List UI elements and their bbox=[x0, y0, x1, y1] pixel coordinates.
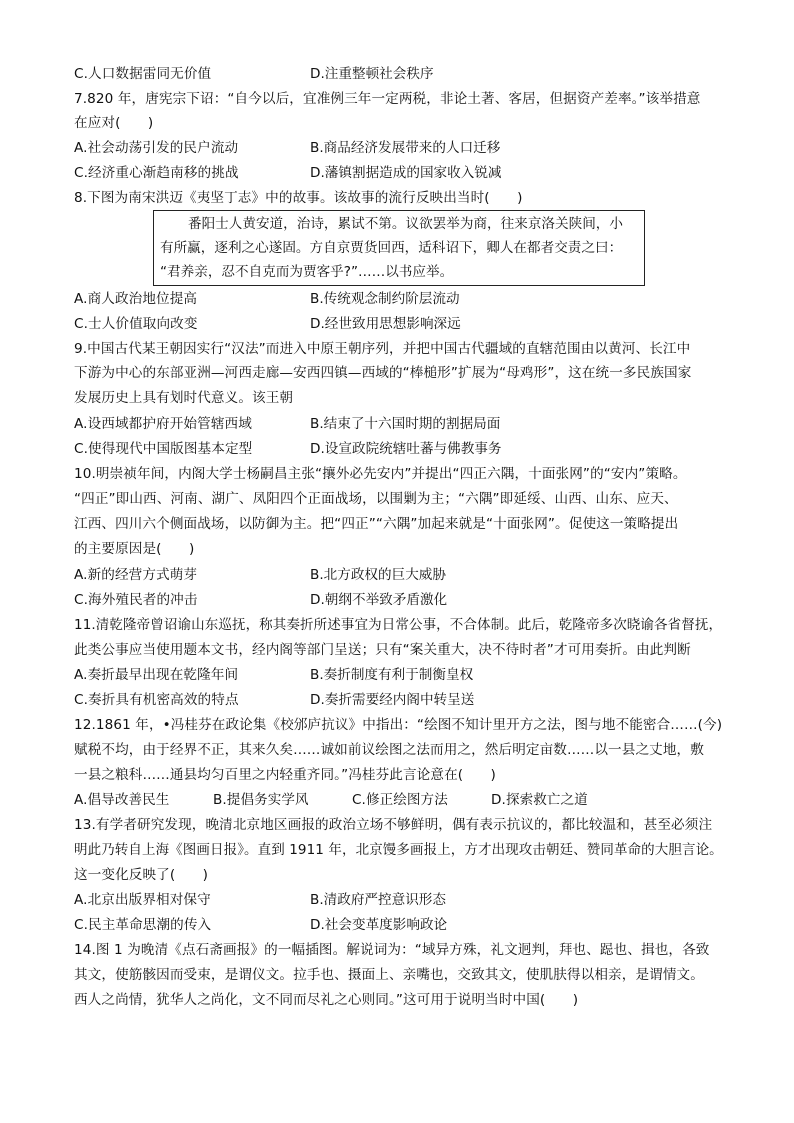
option-q13-c: C.民主革命思潮的传入 bbox=[74, 917, 212, 933]
question-14-stem-3: 西人之尚情，犹华人之尚化，文不同而尽礼之心则同。”这可用于说明当时中国( ) bbox=[74, 992, 579, 1008]
question-8-stem: 8.下图为南宋洪迈《夷坚丁志》中的故事。该故事的流行反映出当时( ) bbox=[74, 190, 523, 206]
option-q8-d: D.经世致用思想影响深远 bbox=[310, 316, 461, 332]
question-14-stem: 14.图 1 为晚清《点石斋画报》的一幅插图。解说词为：“域异方殊，礼文迥判，拜也、跽也、揖也，各致 bbox=[74, 942, 710, 958]
quote-box bbox=[153, 210, 645, 286]
option-q10-d: D.朝纲不举致矛盾激化 bbox=[310, 592, 448, 608]
option-q13-b: B.清政府严控意识形态 bbox=[310, 892, 446, 908]
option-q11-b: B.奏折制度有利于制衡皇权 bbox=[310, 667, 474, 683]
question-12-stem-3: 一县之粮科……通县均匀百里之内轻重齐同。”冯桂芬此言论意在( ) bbox=[74, 767, 496, 783]
question-10-stem-4: 的主要原因是( ) bbox=[74, 541, 195, 557]
option-q8-b: B.传统观念制约阶层流动 bbox=[310, 291, 460, 307]
option-q7-c: C.经济重心渐趋南移的挑战 bbox=[74, 165, 239, 181]
question-13-stem-2: 明此乃转自上海《图画日报》。直到 1911 年，北京馒多画报上，方才出现攻击朝廷、赞同革命的大胆言论。 bbox=[74, 842, 723, 858]
option-q7-d: D.藩镇割据造成的国家收入锐减 bbox=[310, 165, 502, 181]
question-7-stem-cont: 在应对( ) bbox=[74, 115, 154, 131]
quote-line-2: 有所赢，逐利之心遂固。方自京贾货回西，适科诏下，卿人在都者交责之曰： bbox=[160, 240, 623, 256]
question-9-stem: 9.中国古代某王朝因实行“汉法”而进入中原王朝序列，并把中国古代疆域的直辖范围由以黄河、长江中 bbox=[74, 341, 691, 357]
option-q6-d: D.注重整顿社会秩序 bbox=[310, 66, 434, 82]
quote-line-1: 番阳士人黄安道，治诗，累试不第。议欲罢举为商，往来京洛关陕间，小 bbox=[188, 216, 623, 232]
question-14-stem-2: 其文，使筋骸因而受束，是谓仪文。拉手也、摄面上、亲嘴也，交致其文，使肌肤得以相亲，是谓情文。 bbox=[74, 967, 704, 983]
question-12-stem: 12.1861 年，•冯桂芬在政论集《校邠庐抗议》中指出：“绘图不知计里开方之法，图与地不能密合……(今) bbox=[74, 717, 723, 733]
question-11-stem: 11.清乾隆帝曾诏谕山东巡抚，称其奏折所述事宜为日常公事，不合体制。此后，乾隆帝多次晓谕各省督抚， bbox=[74, 617, 723, 633]
option-q9-d: D.设宣政院统辖吐蕃与佛教事务 bbox=[310, 441, 502, 457]
option-q8-c: C.士人价值取向改变 bbox=[74, 316, 198, 332]
question-9-stem-end: 发展历史上具有划时代意义。该王朝 bbox=[74, 390, 294, 406]
option-q7-b: B.商品经济发展带来的人口迁移 bbox=[310, 140, 501, 156]
question-9-stem-cont: 下游为中心的东部亚洲—河西走廊—安西四镇—西域的“棒槌形”扩展为“母鸡形”，这在统一多民族国家 bbox=[74, 365, 692, 381]
option-q9-a: A.设西域都护府开始管辖西域 bbox=[74, 416, 252, 432]
option-q8-a: A.商人政治地位提高 bbox=[74, 291, 198, 307]
question-11-stem-2: 此类公事应当使用题本文书，经内阁等部门呈送；只有“案关重大，决不待时者”才可用奏折。由此判断 bbox=[74, 642, 691, 658]
question-13-stem-3: 这一变化反映了( ) bbox=[74, 867, 209, 883]
question-10-stem: 10.明崇祯年间，内阁大学士杨嗣昌主张“攘外必先安内”并提出“四正六隅，十面张网”的“安内”策略。 bbox=[74, 466, 687, 482]
question-10-stem-3: 江西、四川六个侧面战场，以防御为主。把“四正”“六隅”加起来就是“十面张网”。促使这一策略提出 bbox=[74, 516, 679, 532]
question-13-stem: 13.有学者研究发现，晚清北京地区画报的政治立场不够鲜明，偶有表示抗议的，都比较温和，甚至必须注 bbox=[74, 817, 713, 833]
question-7-stem: 7.820 年，唐宪宗下诏：“自今以后，宜准例三年一定两税，非论土著、客居，但据资产差率。”该举措意 bbox=[74, 91, 701, 107]
option-q13-d: D.社会变革度影响政论 bbox=[310, 917, 448, 933]
option-q9-c: C.使得现代中国版图基本定型 bbox=[74, 441, 253, 457]
option-q7-a: A.社会动荡引发的民户流动 bbox=[74, 140, 239, 156]
question-12-stem-2: 赋税不均，由于经界不正，其来久矣……诚如前议绘图之法而用之，然后明定亩数……以一县之丈地，敷 bbox=[74, 742, 704, 758]
question-12-options bbox=[74, 791, 724, 809]
quote-line-3: “君养亲，忍不自克而为贾客乎?”……以书应举。 bbox=[160, 264, 454, 280]
option-q10-b: B.北方政权的巨大威胁 bbox=[310, 567, 446, 583]
option-q12-c: C.修正绘图方法 bbox=[352, 792, 448, 808]
option-q11-d: D.奏折需要经内阁中转呈送 bbox=[310, 692, 475, 708]
option-q10-a: A.新的经营方式萌芽 bbox=[74, 567, 198, 583]
option-q12-d: D.探索救亡之道 bbox=[491, 792, 588, 808]
option-q11-c: C.奏折具有机密高效的特点 bbox=[74, 692, 239, 708]
option-q12-a: A.倡导改善民生 bbox=[74, 792, 170, 808]
question-10-stem-2: “四正”即山西、河南、湖广、凤阳四个正面战场，以围剿为主；“六隅”即延绥、山西、山东、应天、 bbox=[74, 491, 678, 507]
option-q9-b: B.结束了十六国时期的割据局面 bbox=[310, 416, 501, 432]
option-q6-c: C.人口数据雷同无价值 bbox=[74, 66, 212, 82]
option-q13-a: A.北京出版界相对保守 bbox=[74, 892, 211, 908]
option-q10-c: C.海外殖民者的冲击 bbox=[74, 592, 198, 608]
option-q11-a: A.奏折最早出现在乾隆年间 bbox=[74, 667, 239, 683]
option-q12-b: B.提倡务实学风 bbox=[213, 792, 309, 808]
